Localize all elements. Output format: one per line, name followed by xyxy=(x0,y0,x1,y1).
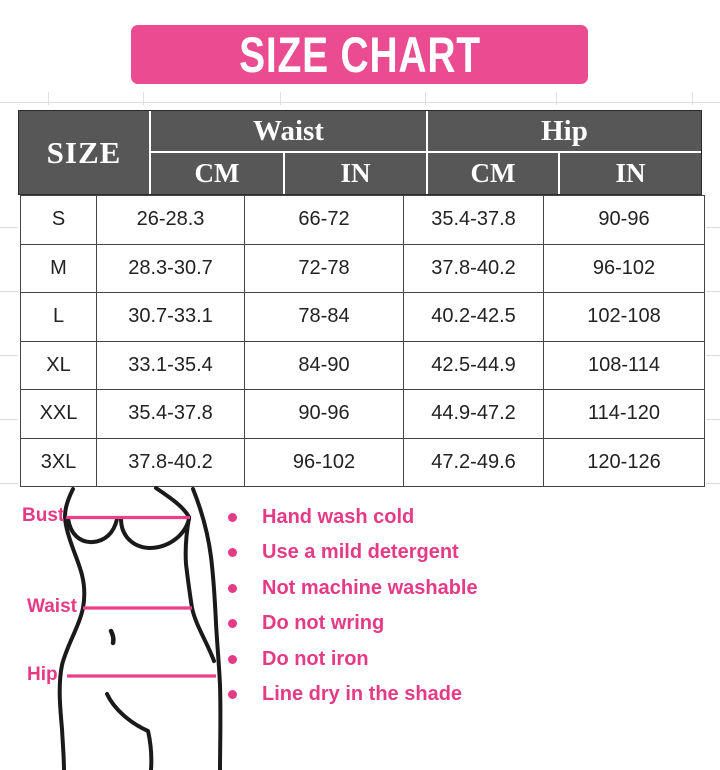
cell-size: M xyxy=(50,256,67,279)
care-instruction-text: Use a mild detergent xyxy=(262,541,459,563)
care-instruction-text: Do not wring xyxy=(262,612,385,634)
crotch-line xyxy=(107,694,151,770)
header-waist-in: IN xyxy=(285,153,426,194)
cell-size: XXL xyxy=(39,402,78,425)
cell-hip-in: 102-108 xyxy=(543,293,704,341)
spreadsheet-gridline xyxy=(706,355,720,356)
size-table-header xyxy=(18,110,702,195)
arm-leg-outline-right xyxy=(193,489,220,770)
cell-waist-cm: 28.3-30.7 xyxy=(96,245,244,293)
cell-hip-cm: 44.9-47.2 xyxy=(403,390,543,438)
header-waist: Waist xyxy=(151,111,426,151)
bullet-icon xyxy=(228,548,237,557)
spreadsheet-gridline xyxy=(280,92,281,105)
body-figure-illustration xyxy=(0,485,240,770)
shoulder-line xyxy=(156,488,189,517)
navel-mark xyxy=(111,631,113,643)
spreadsheet-gridline xyxy=(143,92,144,105)
header-waist-cm: CM xyxy=(151,153,283,194)
spreadsheet-gridline xyxy=(0,227,18,228)
care-instruction-text: Not machine washable xyxy=(262,576,478,599)
cell-waist-in: 66-72 xyxy=(244,196,403,244)
care-instruction-text: Line dry in the shade xyxy=(262,683,463,705)
cell-hip-in: 96-102 xyxy=(543,245,704,293)
bullet-icon xyxy=(228,584,237,593)
cell-waist-in: 84-90 xyxy=(244,342,403,390)
cell-waist-cm: 37.8-40.2 xyxy=(96,439,244,487)
header-hip: Hip xyxy=(428,111,701,151)
spreadsheet-gridline xyxy=(0,355,18,356)
bust-label: Bust xyxy=(22,505,65,526)
table-row-xl xyxy=(21,341,704,390)
cell-hip-cm: 47.2-49.6 xyxy=(403,439,543,487)
header-hip-in: IN xyxy=(560,153,701,194)
table-row-m xyxy=(21,244,704,293)
waist-label: Waist xyxy=(27,596,77,617)
table-row-l xyxy=(21,292,704,341)
cell-hip-in: 90-96 xyxy=(543,196,704,244)
spreadsheet-gridline xyxy=(556,92,557,105)
cell-waist-cm: 33.1-35.4 xyxy=(96,342,244,390)
breast-left-line xyxy=(68,518,117,542)
size-table-body xyxy=(20,195,705,487)
header-group-waist xyxy=(151,111,426,194)
page-title: SIZE CHART xyxy=(238,26,481,83)
spreadsheet-gridline xyxy=(706,483,720,484)
spreadsheet-gridline xyxy=(692,92,693,105)
spreadsheet-gridline xyxy=(425,92,426,105)
header-hip-cm: CM xyxy=(428,153,558,194)
spreadsheet-gridline xyxy=(0,102,720,103)
cell-waist-in: 90-96 xyxy=(244,390,403,438)
cell-size: XL xyxy=(46,353,71,376)
care-instruction-item xyxy=(228,576,706,600)
spreadsheet-gridline xyxy=(0,419,18,420)
hip-label: Hip xyxy=(27,664,58,685)
header-group-hip xyxy=(428,111,701,194)
cell-hip-in: 114-120 xyxy=(543,390,704,438)
care-instruction-item xyxy=(228,683,706,707)
cell-hip-cm: 37.8-40.2 xyxy=(403,245,543,293)
cell-size: L xyxy=(52,305,65,328)
care-instruction-item xyxy=(228,541,706,565)
care-instruction-text: Do not iron xyxy=(262,647,369,670)
table-row-3xl xyxy=(21,438,704,487)
cell-hip-cm: 42.5-44.9 xyxy=(403,342,543,390)
cell-waist-cm: 26-28.3 xyxy=(96,196,244,244)
breast-right-line xyxy=(121,519,189,548)
header-size: SIZE xyxy=(19,111,149,194)
cell-size: 3XL xyxy=(40,450,77,473)
bullet-icon xyxy=(228,655,237,664)
bullet-icon xyxy=(228,513,237,522)
cell-hip-cm: 35.4-37.8 xyxy=(403,196,543,244)
care-instruction-text: Hand wash cold xyxy=(262,505,415,528)
care-instructions-list xyxy=(228,505,706,718)
spreadsheet-gridline xyxy=(0,291,18,292)
spreadsheet-gridline xyxy=(706,227,720,228)
spreadsheet-gridline xyxy=(706,291,720,292)
care-instruction-item xyxy=(228,612,706,636)
cell-waist-cm: 30.7-33.1 xyxy=(96,293,244,341)
table-row-xxl xyxy=(21,389,704,438)
cell-hip-cm: 40.2-42.5 xyxy=(403,293,543,341)
spreadsheet-gridline xyxy=(48,92,49,105)
cell-waist-cm: 35.4-37.8 xyxy=(96,390,244,438)
title-banner xyxy=(131,25,588,84)
spreadsheet-gridline xyxy=(0,483,18,484)
bullet-icon xyxy=(228,619,237,628)
cell-hip-in: 120-126 xyxy=(543,439,704,487)
cell-waist-in: 72-78 xyxy=(244,245,403,293)
care-instruction-item xyxy=(228,505,706,529)
cell-size: S xyxy=(51,208,66,231)
cell-hip-in: 108-114 xyxy=(543,342,704,390)
spreadsheet-gridline xyxy=(706,419,720,420)
care-instruction-item xyxy=(228,647,706,671)
cell-waist-in: 96-102 xyxy=(244,439,403,487)
cell-waist-in: 78-84 xyxy=(244,293,403,341)
table-row-s xyxy=(21,196,704,244)
bullet-icon xyxy=(228,690,237,699)
